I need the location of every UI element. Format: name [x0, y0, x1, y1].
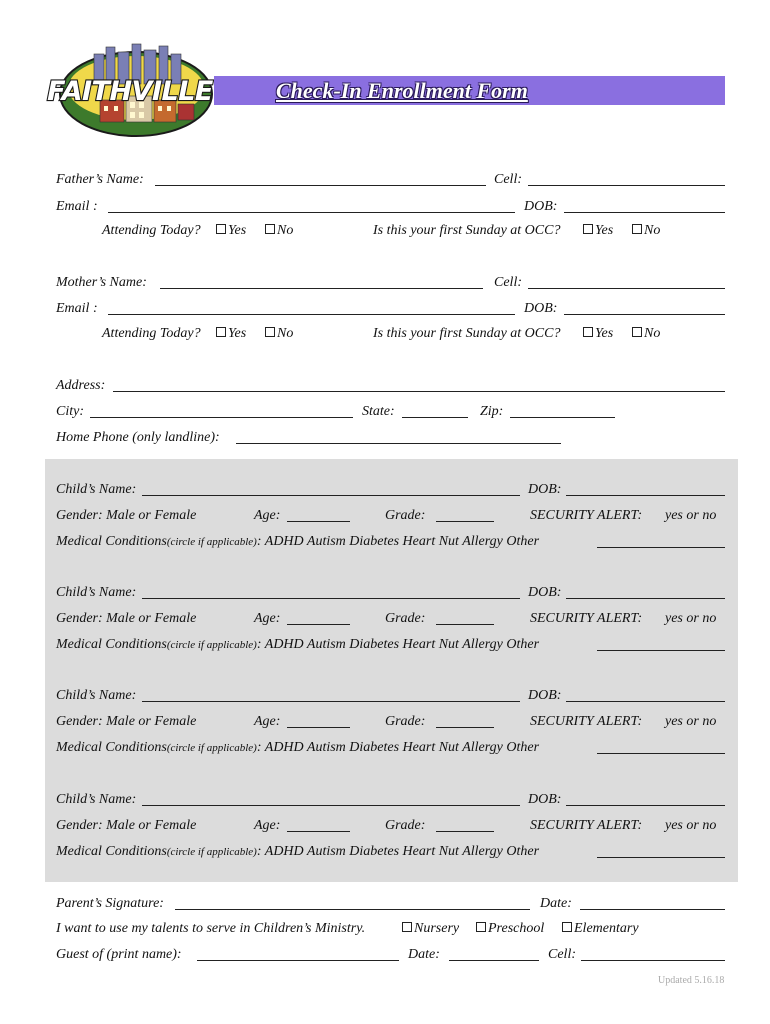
child-dob-label: DOB:	[528, 792, 562, 807]
mother-cell-label: Cell:	[494, 275, 522, 290]
child-security-label: SECURITY ALERT:	[530, 611, 643, 626]
mother-attending-no[interactable]: No	[265, 326, 293, 342]
child-grade-field[interactable]	[436, 727, 494, 728]
child-name-label: Child’s Name:	[56, 792, 137, 807]
mother-cell-field[interactable]	[528, 288, 725, 289]
mother-first-sunday-no[interactable]: No	[632, 326, 660, 342]
child-medical-row	[56, 534, 539, 550]
child-medical-other-field[interactable]	[597, 753, 725, 754]
medical-note: (circle if applicable)	[166, 742, 257, 754]
child-dob-field[interactable]	[566, 495, 725, 496]
checkbox[interactable]	[583, 327, 593, 337]
child-grade-label: Grade:	[385, 818, 426, 833]
child-security-label: SECURITY ALERT:	[530, 508, 643, 523]
father-name-label: Father’s Name:	[56, 172, 144, 187]
medical-options[interactable]: ADHD Autism Diabetes Heart Nut Allergy Other	[264, 740, 540, 755]
child-grade-label: Grade:	[385, 714, 426, 729]
form-title: Check-In Enrollment Form	[276, 78, 528, 103]
mother-attending-label: Attending Today?	[102, 326, 201, 341]
checkbox[interactable]	[632, 327, 642, 337]
state-label: State:	[362, 404, 395, 419]
father-dob-label: DOB:	[524, 199, 558, 214]
child-age-field[interactable]	[287, 521, 350, 522]
checkbox[interactable]	[583, 224, 593, 234]
signature-date-label: Date:	[540, 896, 572, 911]
child-dob-field[interactable]	[566, 805, 725, 806]
signature-date-field[interactable]	[580, 909, 725, 910]
zip-field[interactable]	[510, 417, 615, 418]
serve-nursery[interactable]: Nursery	[402, 921, 459, 937]
father-cell-field[interactable]	[528, 185, 725, 186]
child-grade-field[interactable]	[436, 521, 494, 522]
child-age-label: Age:	[254, 818, 281, 833]
father-cell-label: Cell:	[494, 172, 522, 187]
child-security-options[interactable]: yes or no	[665, 508, 717, 523]
medical-label: Medical Conditions	[56, 637, 167, 652]
medical-label: Medical Conditions	[56, 844, 167, 859]
faithville-logo	[42, 42, 216, 138]
guest-cell-field[interactable]	[581, 960, 725, 961]
guest-date-label: Date:	[408, 947, 440, 962]
serve-elementary[interactable]: Elementary	[562, 921, 639, 937]
child-medical-other-field[interactable]	[597, 650, 725, 651]
serve-preschool[interactable]: Preschool	[476, 921, 544, 937]
address-label: Address:	[56, 378, 106, 393]
child-name-field[interactable]	[142, 701, 520, 702]
mother-first-sunday-yes[interactable]: Yes	[583, 326, 613, 342]
checkbox[interactable]	[216, 224, 226, 234]
child-gender[interactable]: Gender: Male or Female	[56, 818, 197, 833]
child-security-label: SECURITY ALERT:	[530, 818, 643, 833]
child-gender[interactable]: Gender: Male or Female	[56, 611, 197, 626]
logo-graphic	[42, 42, 216, 138]
checkbox[interactable]	[632, 224, 642, 234]
child-medical-other-field[interactable]	[597, 857, 725, 858]
father-dob-field[interactable]	[564, 212, 725, 213]
checkbox[interactable]	[476, 922, 486, 932]
guest-date-field[interactable]	[449, 960, 539, 961]
guest-label: Guest of (print name):	[56, 947, 182, 962]
mother-email-label: Email :	[56, 301, 98, 316]
mother-name-label: Mother’s Name:	[56, 275, 147, 290]
home-phone-field[interactable]	[236, 443, 561, 444]
child-dob-label: DOB:	[528, 585, 562, 600]
updated-note: Updated 5.16.18	[658, 975, 725, 986]
child-age-field[interactable]	[287, 624, 350, 625]
child-name-label: Child’s Name:	[56, 585, 137, 600]
child-age-field[interactable]	[287, 727, 350, 728]
signature-label: Parent’s Signature:	[56, 896, 164, 911]
father-email-label: Email :	[56, 199, 98, 214]
signature-field[interactable]	[175, 909, 530, 910]
medical-label: Medical Conditions	[56, 534, 167, 549]
mother-dob-label: DOB:	[524, 301, 558, 316]
child-age-label: Age:	[254, 508, 281, 523]
home-phone-label: Home Phone (only landline):	[56, 430, 220, 445]
medical-label: Medical Conditions	[56, 740, 167, 755]
child-grade-label: Grade:	[385, 611, 426, 626]
checkbox[interactable]	[562, 922, 572, 932]
mother-email-field[interactable]	[108, 314, 515, 315]
child-grade-field[interactable]	[436, 624, 494, 625]
child-security-options[interactable]: yes or no	[665, 818, 717, 833]
checkbox[interactable]	[402, 922, 412, 932]
medical-options[interactable]: ADHD Autism Diabetes Heart Nut Allergy Other	[264, 844, 540, 859]
child-security-options[interactable]: yes or no	[665, 611, 717, 626]
child-name-label: Child’s Name:	[56, 482, 137, 497]
logo-wordmark: FAITHVILLE	[47, 76, 213, 107]
address-field[interactable]	[113, 391, 725, 392]
mother-dob-field[interactable]	[564, 314, 725, 315]
checkbox[interactable]	[265, 224, 275, 234]
medical-options[interactable]: ADHD Autism Diabetes Heart Nut Allergy Other	[264, 637, 540, 652]
child-grade-field[interactable]	[436, 831, 494, 832]
father-first-sunday-no[interactable]: No	[632, 223, 660, 239]
father-attending-yes[interactable]: Yes	[216, 223, 246, 239]
child-name-label: Child’s Name:	[56, 688, 137, 703]
father-email-field[interactable]	[108, 212, 515, 213]
medical-note: (circle if applicable)	[166, 639, 257, 651]
zip-label: Zip:	[480, 404, 504, 419]
medical-colon: :	[256, 534, 262, 549]
child-medical-row	[56, 637, 539, 653]
medical-options[interactable]: ADHD Autism Diabetes Heart Nut Allergy Other	[264, 534, 540, 549]
medical-colon: :	[256, 637, 262, 652]
child-medical-row	[56, 740, 539, 756]
child-name-field[interactable]	[142, 495, 520, 496]
child-dob-label: DOB:	[528, 688, 562, 703]
mother-name-field[interactable]	[160, 288, 483, 289]
state-field[interactable]	[402, 417, 468, 418]
child-medical-other-field[interactable]	[597, 547, 725, 548]
mother-attending-yes[interactable]: Yes	[216, 326, 246, 342]
guest-name-field[interactable]	[197, 960, 399, 961]
medical-note: (circle if applicable)	[166, 846, 257, 858]
city-label: City:	[56, 404, 84, 419]
checkbox[interactable]	[265, 327, 275, 337]
father-attending-no[interactable]: No	[265, 223, 293, 239]
father-first-sunday-yes[interactable]: Yes	[583, 223, 613, 239]
medical-note: (circle if applicable)	[166, 536, 257, 548]
father-attending-label: Attending Today?	[102, 223, 201, 238]
child-grade-label: Grade:	[385, 508, 426, 523]
child-security-label: SECURITY ALERT:	[530, 714, 643, 729]
mother-first-sunday-label: Is this your first Sunday at OCC?	[373, 326, 561, 341]
medical-colon: :	[256, 844, 262, 859]
checkbox[interactable]	[216, 327, 226, 337]
serve-label: I want to use my talents to serve in Children’s Ministry.	[56, 921, 366, 936]
child-name-field[interactable]	[142, 805, 520, 806]
child-age-label: Age:	[254, 611, 281, 626]
guest-cell-label: Cell:	[548, 947, 576, 962]
child-name-field[interactable]	[142, 598, 520, 599]
child-dob-field[interactable]	[566, 701, 725, 702]
medical-colon: :	[256, 740, 262, 755]
child-gender[interactable]: Gender: Male or Female	[56, 714, 197, 729]
child-medical-row	[56, 844, 539, 860]
child-dob-field[interactable]	[566, 598, 725, 599]
child-age-field[interactable]	[287, 831, 350, 832]
child-age-label: Age:	[254, 714, 281, 729]
child-gender[interactable]: Gender: Male or Female	[56, 508, 197, 523]
city-field[interactable]	[90, 417, 353, 418]
child-security-options[interactable]: yes or no	[665, 714, 717, 729]
child-dob-label: DOB:	[528, 482, 562, 497]
father-name-field[interactable]	[155, 185, 486, 186]
father-first-sunday-label: Is this your first Sunday at OCC?	[373, 223, 561, 238]
